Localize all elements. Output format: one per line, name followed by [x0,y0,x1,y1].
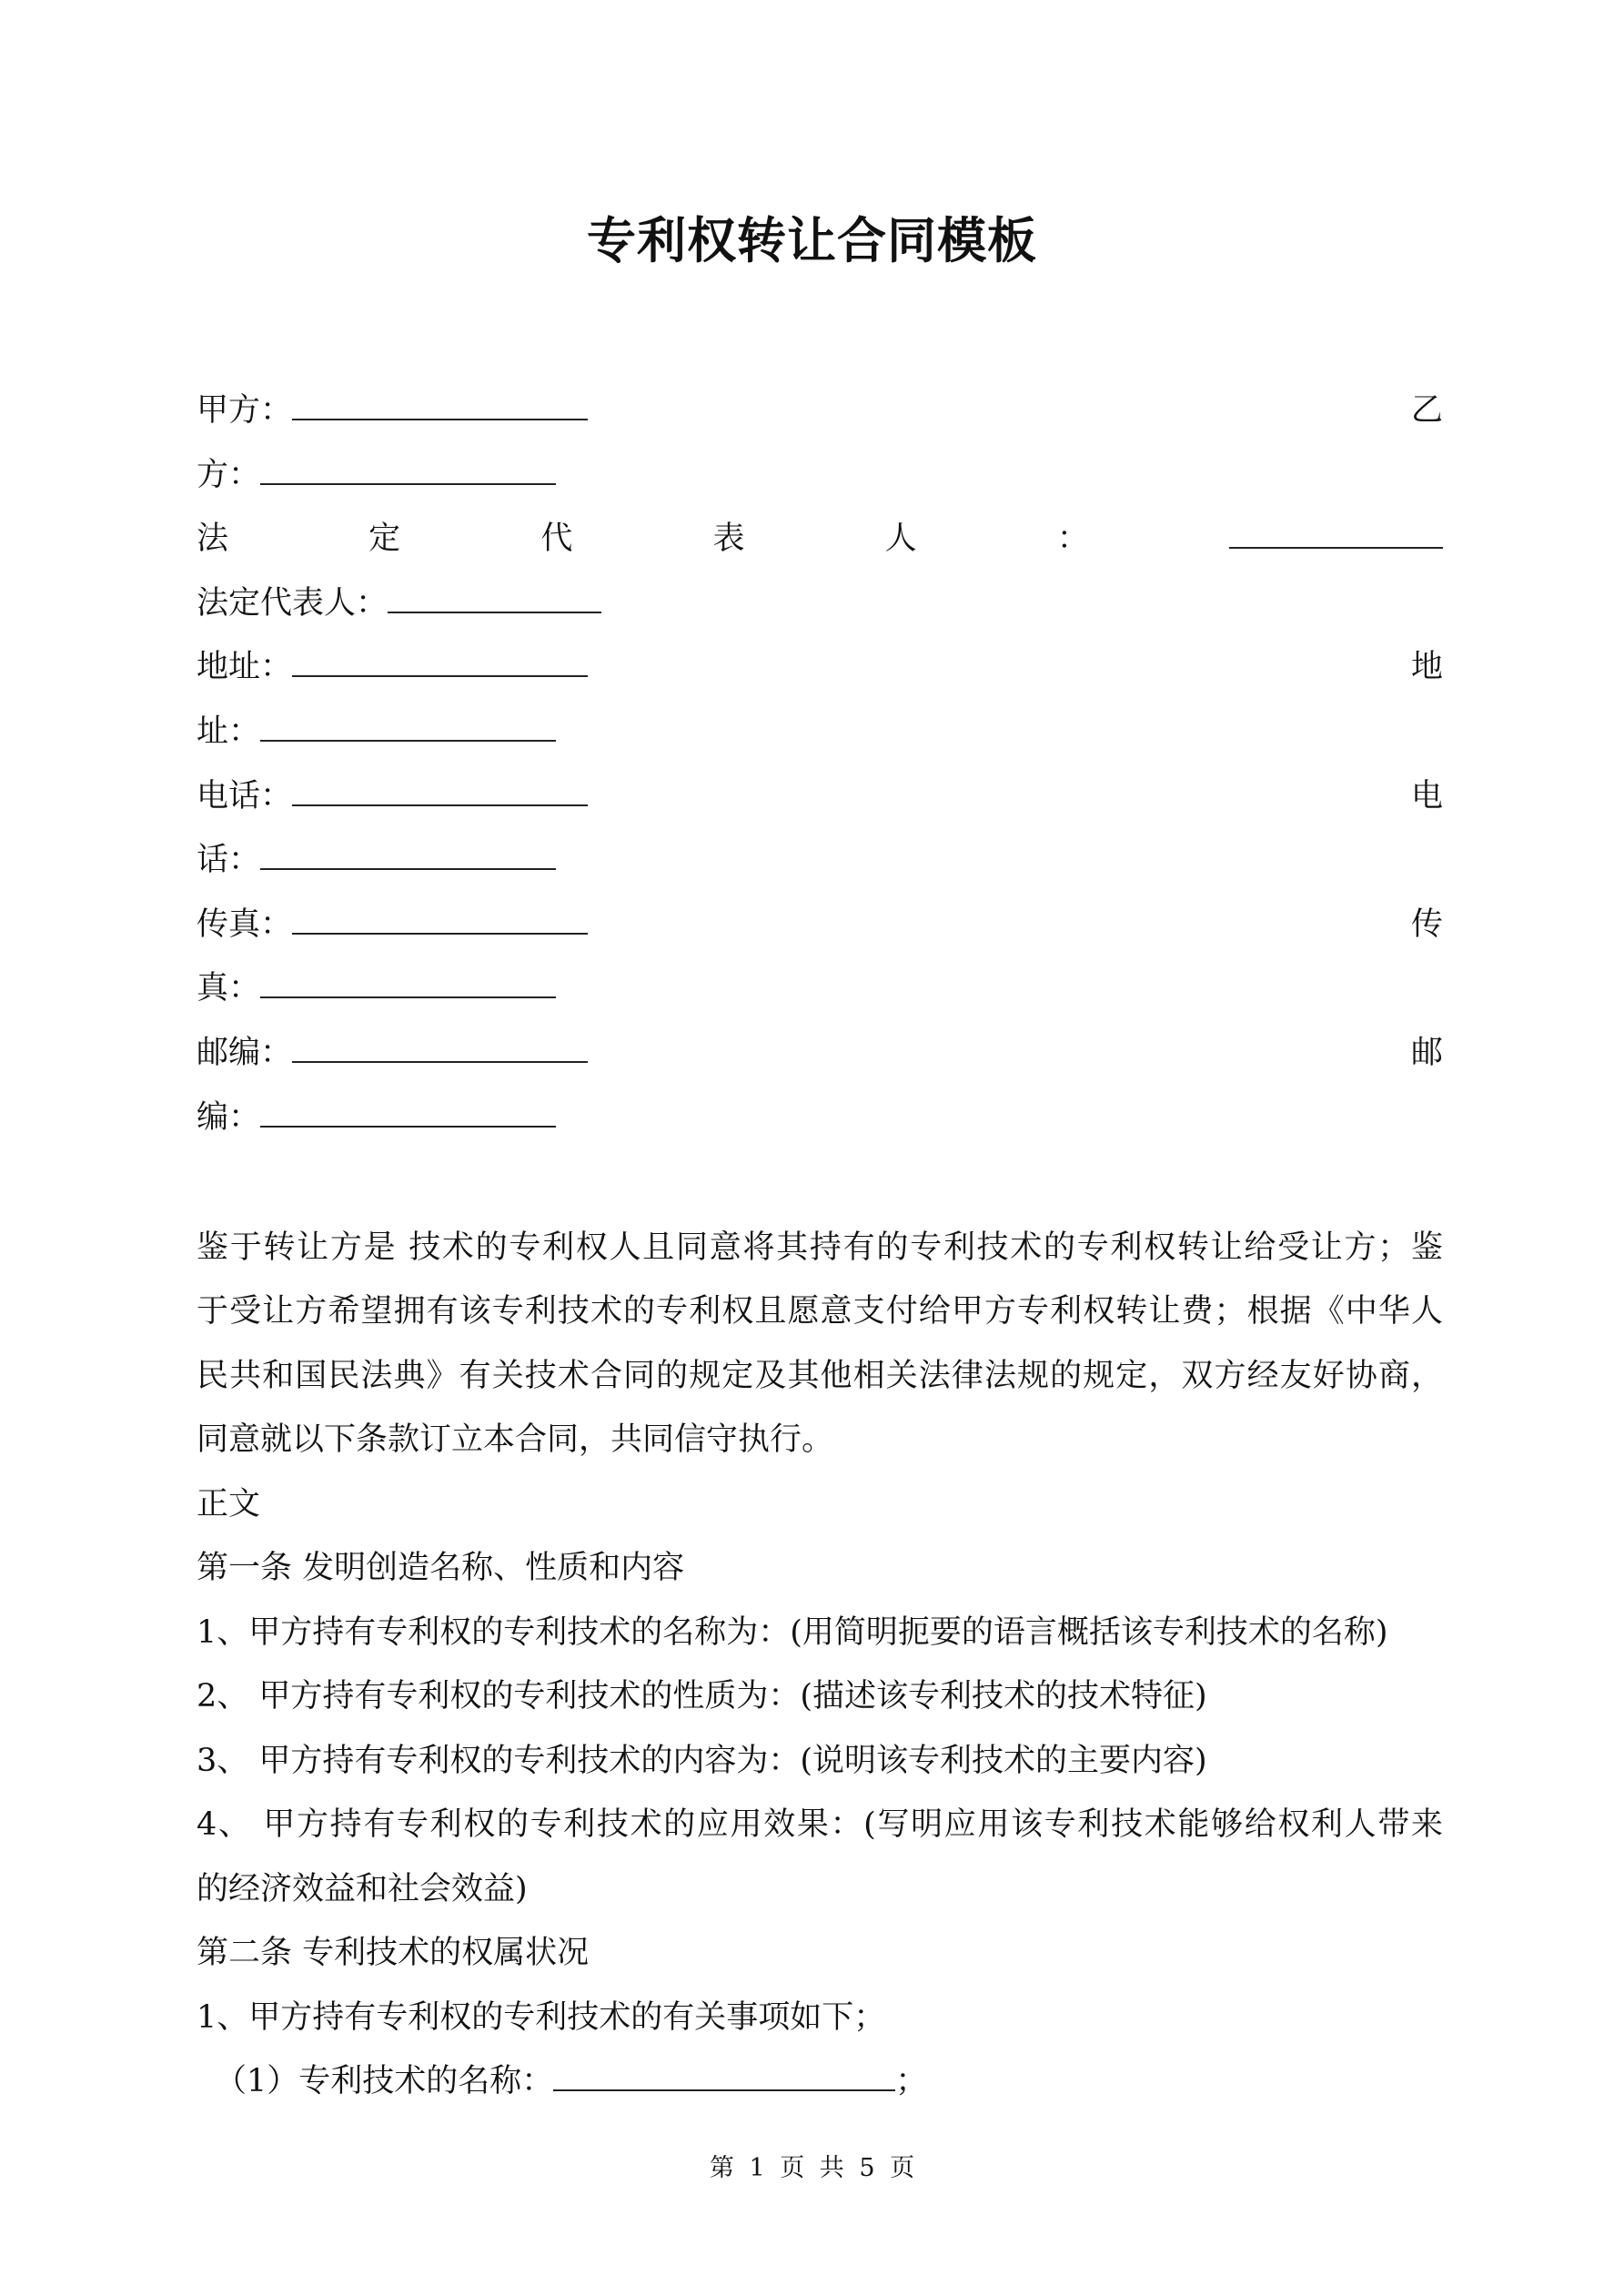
zip-a-line [197,1021,1443,1086]
fax-a-line [197,893,1443,957]
rep-char: 代 [540,521,573,557]
fax-a-label: 传真： [197,906,293,943]
page-footer: 第 1 页 共 5 页 [709,2154,915,2182]
preamble-line: 于受让方希望拥有该专利技术的专利权且愿意支付给甲方专利权转让费；根据《中华人 [197,1293,1443,1330]
article-1-item: 3、 甲方持有专利权的专利技术的内容为：(说明该专利技术的主要内容) [197,1743,1207,1779]
party-b-label-head: 乙 [1410,392,1443,429]
party-b-blank[interactable] [260,443,556,485]
tel-a-line [197,764,1443,829]
preamble-line: 鉴于转让方是 技术的专利权人且同意将其持有的专利技术的专利权转让给受让方；鉴 [197,1229,1443,1266]
rep-b-blank[interactable] [388,571,601,613]
addr-a-label: 地址： [197,649,293,685]
rep-b-label: 法定代表人： [197,585,388,622]
patent-name-blank[interactable] [553,2049,895,2091]
article-1-item: 1、甲方持有专利权的专利技术的名称为：(用简明扼要的语言概括该专利技术的名称) [197,1614,1388,1651]
party-a-label: 甲方： [197,392,293,429]
fax-b-label-head: 传 [1410,906,1443,943]
party-a-line [197,379,1443,443]
party-b-label-tail: 方： [197,457,261,493]
zip-a-blank[interactable] [292,1021,588,1063]
preamble-line: 民共和国民法典》有关技术合同的规定及其他相关法律法规的规定，双方经友好协商， [197,1358,1443,1394]
rep-char: 人 [884,521,917,557]
article-1-title: 第一条 发明创造名称、性质和内容 [197,1550,685,1586]
body-heading: 正文 [197,1486,261,1522]
tel-b-label-tail: 话： [197,842,261,878]
fax-b-blank[interactable] [260,956,556,998]
article-1-item-cont: 的经济效益和社会效益) [197,1871,528,1907]
tel-a-blank[interactable] [292,764,588,806]
rep-char: 定 [368,521,401,557]
tel-b-label-head: 电 [1410,778,1443,814]
fax-b-line [197,956,1443,1021]
tel-a-label: 电话： [197,778,293,814]
rep-b-line [197,571,1443,636]
zip-b-blank[interactable] [260,1086,556,1128]
article-2-title: 第二条 专利技术的权属状况 [197,1935,590,1971]
tel-b-line [197,828,1443,893]
rep-a-line [197,507,1443,571]
addr-b-blank[interactable] [260,700,556,742]
fax-a-blank[interactable] [292,893,588,935]
semicolon: ； [895,2063,928,2099]
rep-char: ： [1056,521,1089,557]
party-b-line [197,443,1443,508]
patent-name-label: （1）专利技术的名称： [215,2063,554,2099]
rep-char: 法 [197,521,229,557]
zip-a-label: 邮编： [197,1035,293,1071]
zip-b-line [197,1086,1443,1150]
addr-a-line [197,635,1443,700]
addr-a-blank[interactable] [292,635,588,677]
rep-a-blank[interactable] [1229,507,1443,549]
addr-b-label-head: 地 [1410,649,1443,685]
fax-b-label-tail: 真： [197,970,261,1006]
addr-b-label-tail: 址： [197,713,261,750]
article-1-item: 4、 甲方持有专利权的专利技术的应用效果：(写明应用该专利技术能够给权利人带来 [197,1806,1443,1843]
document-title: 专利权转让合同模板 [587,211,1037,269]
tel-b-blank[interactable] [260,828,556,870]
addr-b-line [197,700,1443,764]
preamble-line: 同意就以下条款订立本合同，共同信守执行。 [197,1421,834,1458]
rep-char: 表 [712,521,745,557]
article-1-item: 2、 甲方持有专利权的专利技术的性质为：(描述该专利技术的技术特征) [197,1678,1207,1714]
zip-b-label-head: 邮 [1410,1035,1443,1071]
article-2-sub-item [215,2049,1461,2114]
zip-b-label-tail: 编： [197,1099,261,1136]
party-a-blank[interactable] [292,379,588,420]
article-2-item: 1、甲方持有专利权的专利技术的有关事项如下； [197,1999,886,2036]
